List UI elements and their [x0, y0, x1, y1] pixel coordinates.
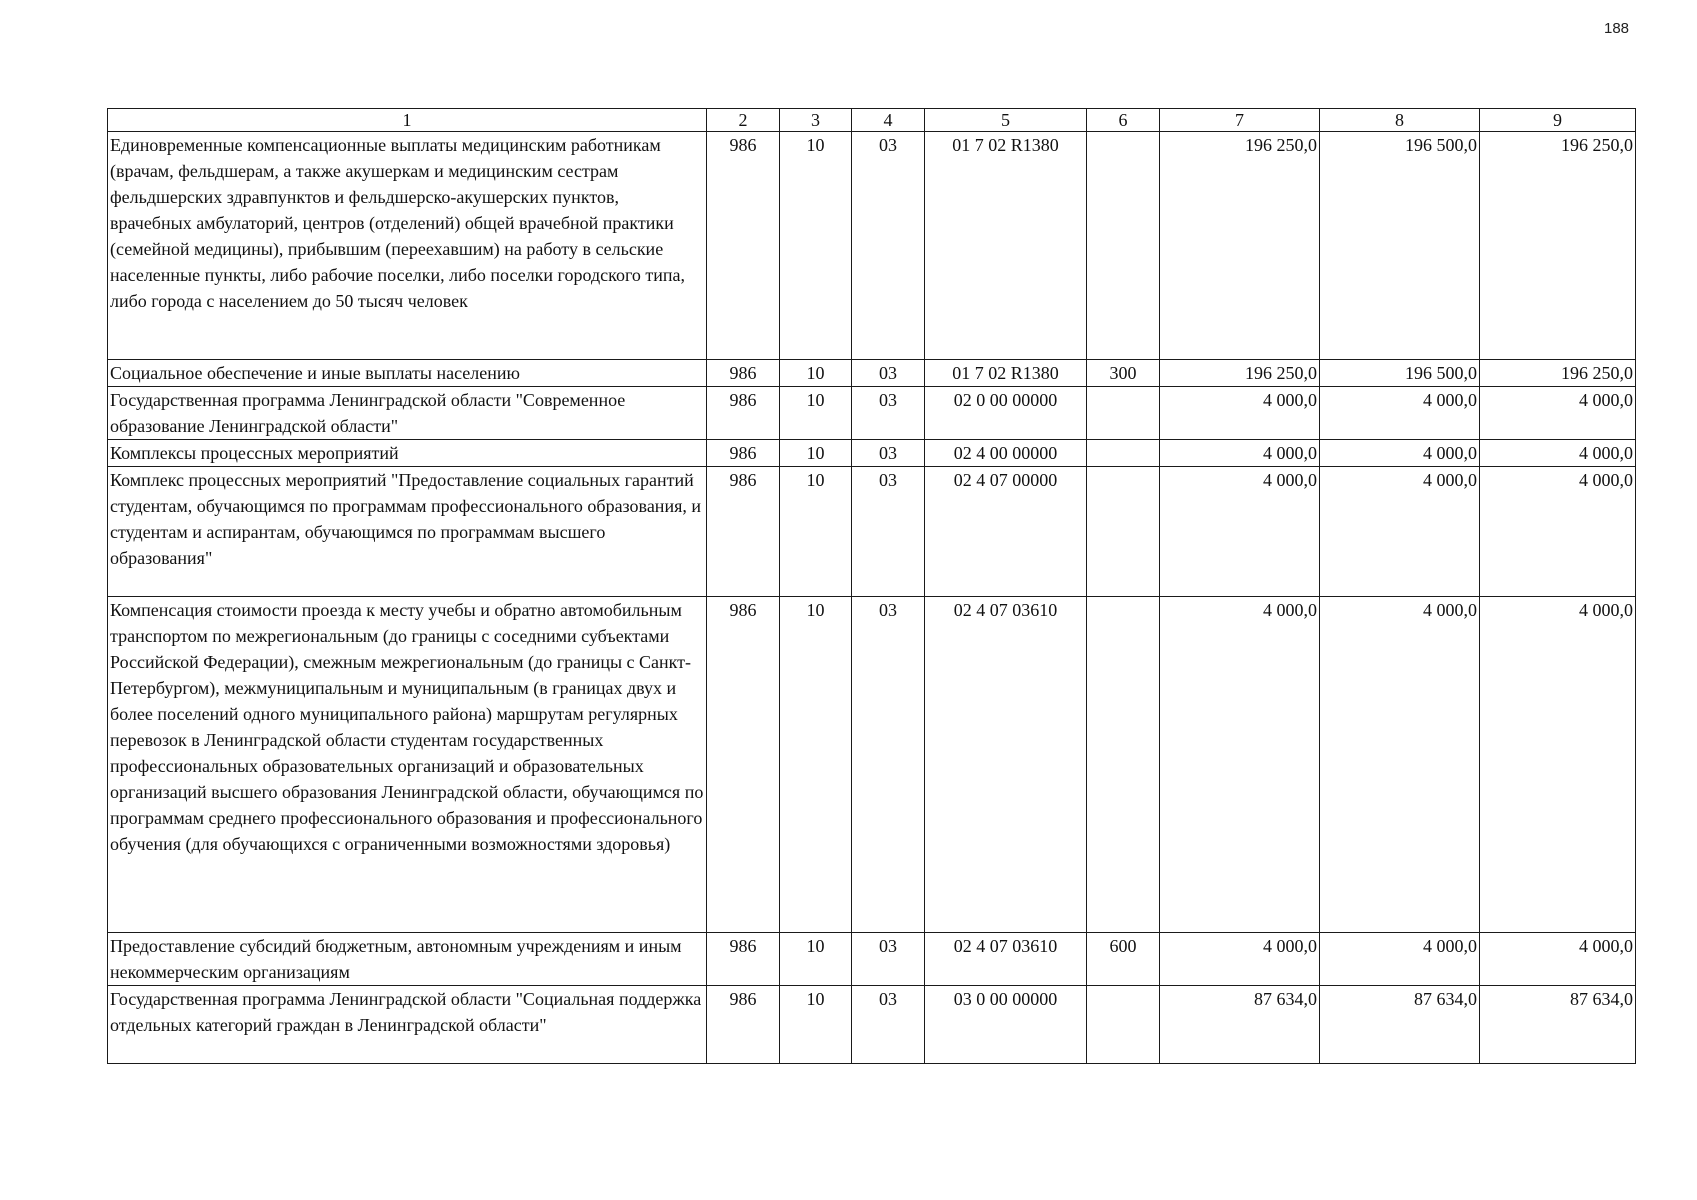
cell-col-9: 87 634,0 [1480, 986, 1636, 1064]
cell-name: Комплекс процессных мероприятий "Предоставление социальных гарантий студентам, обучающимся по программам профессионального образования, и студентам и аспирантам, обучающимся по программам высшего образования" [108, 467, 707, 597]
budget-table [107, 108, 1636, 1064]
cell-col-3: 10 [780, 387, 852, 440]
cell-col-5: 02 0 00 00000 [925, 387, 1087, 440]
cell-col-5: 01 7 02 R1380 [925, 360, 1087, 387]
table-row [108, 933, 1636, 986]
cell-col-2: 986 [707, 440, 780, 467]
cell-col-8: 4 000,0 [1320, 467, 1480, 597]
cell-col-4: 03 [852, 467, 925, 597]
table-row [108, 387, 1636, 440]
cell-col-2: 986 [707, 986, 780, 1064]
cell-col-7: 196 250,0 [1160, 360, 1320, 387]
table-body [108, 132, 1636, 1064]
cell-col-9: 4 000,0 [1480, 933, 1636, 986]
cell-col-5: 01 7 02 R1380 [925, 132, 1087, 360]
cell-col-3: 10 [780, 440, 852, 467]
cell-col-5: 02 4 07 03610 [925, 597, 1087, 933]
cell-col-2: 986 [707, 360, 780, 387]
table-row [108, 132, 1636, 360]
cell-col-8: 4 000,0 [1320, 597, 1480, 933]
cell-col-9: 4 000,0 [1480, 440, 1636, 467]
cell-col-5: 03 0 00 00000 [925, 986, 1087, 1064]
cell-col-3: 10 [780, 933, 852, 986]
column-header: 5 [925, 109, 1087, 132]
table-row [108, 597, 1636, 933]
cell-col-3: 10 [780, 986, 852, 1064]
cell-col-8: 196 500,0 [1320, 360, 1480, 387]
cell-col-9: 196 250,0 [1480, 132, 1636, 360]
header-row [108, 109, 1636, 132]
cell-col-3: 10 [780, 467, 852, 597]
cell-col-7: 4 000,0 [1160, 467, 1320, 597]
cell-col-8: 87 634,0 [1320, 986, 1480, 1064]
cell-col-5: 02 4 07 03610 [925, 933, 1087, 986]
column-header: 2 [707, 109, 780, 132]
column-header: 1 [108, 109, 707, 132]
cell-col-9: 4 000,0 [1480, 597, 1636, 933]
cell-col-5: 02 4 00 00000 [925, 440, 1087, 467]
cell-col-2: 986 [707, 132, 780, 360]
cell-col-6: 300 [1087, 360, 1160, 387]
cell-col-6 [1087, 467, 1160, 597]
cell-name: Государственная программа Ленинградской области "Социальная поддержка отдельных категорий граждан в Ленинградской области" [108, 986, 707, 1064]
column-header: 9 [1480, 109, 1636, 132]
cell-name: Единовременные компенсационные выплаты медицинским работникам (врачам, фельдшерам, а также акушеркам и медицинским сестрам фельдшерских здравпунктов и фельдшерско-акушерских пунктов, врачебных амбулаторий, центров (отделений) общей врачебной практики (семейной медицины), прибывшим (переехавшим) на работу в сельские населенные пункты, либо рабочие поселки, либо поселки городского типа, либо города с населением до 50 тысяч человек [108, 132, 707, 360]
column-header: 8 [1320, 109, 1480, 132]
cell-col-4: 03 [852, 986, 925, 1064]
cell-col-6: 600 [1087, 933, 1160, 986]
column-header: 3 [780, 109, 852, 132]
cell-col-6 [1087, 132, 1160, 360]
cell-col-3: 10 [780, 132, 852, 360]
cell-col-9: 4 000,0 [1480, 387, 1636, 440]
cell-col-9: 4 000,0 [1480, 467, 1636, 597]
column-header: 6 [1087, 109, 1160, 132]
cell-col-5: 02 4 07 00000 [925, 467, 1087, 597]
cell-col-7: 87 634,0 [1160, 986, 1320, 1064]
cell-col-7: 4 000,0 [1160, 440, 1320, 467]
cell-col-4: 03 [852, 933, 925, 986]
cell-col-2: 986 [707, 467, 780, 597]
cell-col-4: 03 [852, 387, 925, 440]
cell-col-4: 03 [852, 440, 925, 467]
cell-col-8: 4 000,0 [1320, 440, 1480, 467]
cell-col-4: 03 [852, 597, 925, 933]
cell-name: Социальное обеспечение и иные выплаты населению [108, 360, 707, 387]
cell-col-4: 03 [852, 360, 925, 387]
cell-col-2: 986 [707, 597, 780, 933]
cell-col-2: 986 [707, 933, 780, 986]
cell-col-8: 196 500,0 [1320, 132, 1480, 360]
cell-col-6 [1087, 986, 1160, 1064]
table-row [108, 986, 1636, 1064]
cell-col-8: 4 000,0 [1320, 387, 1480, 440]
table-row [108, 360, 1636, 387]
cell-col-6 [1087, 387, 1160, 440]
column-header: 7 [1160, 109, 1320, 132]
cell-col-8: 4 000,0 [1320, 933, 1480, 986]
page-number: 188 [1604, 20, 1630, 37]
cell-col-3: 10 [780, 597, 852, 933]
cell-name: Предоставление субсидий бюджетным, автономным учреждениям и иным некоммерческим организациям [108, 933, 707, 986]
cell-name: Государственная программа Ленинградской области "Современное образование Ленинградской области" [108, 387, 707, 440]
cell-col-7: 4 000,0 [1160, 597, 1320, 933]
cell-col-7: 4 000,0 [1160, 933, 1320, 986]
cell-col-3: 10 [780, 360, 852, 387]
cell-col-2: 986 [707, 387, 780, 440]
cell-col-9: 196 250,0 [1480, 360, 1636, 387]
table-row [108, 440, 1636, 467]
column-header: 4 [852, 109, 925, 132]
cell-col-7: 196 250,0 [1160, 132, 1320, 360]
cell-name: Компенсация стоимости проезда к месту учебы и обратно автомобильным транспортом по межрегиональным (до границы с соседними субъектами Российской Федерации), смежным межрегиональным (до границы с Санкт-Петербургом), межмуниципальным и муниципальным (в границах двух и более поселений одного муниципального района) маршрутам регулярных перевозок в Ленинградской области студентам государственных профессиональных образовательных организаций и образовательных организаций высшего образования Ленинградской области, обучающимся по программам среднего профессионального образования и профессионального обучения (для обучающихся с ограниченными возможностями здоровья) [108, 597, 707, 933]
table-row [108, 467, 1636, 597]
cell-name: Комплексы процессных мероприятий [108, 440, 707, 467]
cell-col-6 [1087, 597, 1160, 933]
cell-col-4: 03 [852, 132, 925, 360]
cell-col-6 [1087, 440, 1160, 467]
cell-col-7: 4 000,0 [1160, 387, 1320, 440]
